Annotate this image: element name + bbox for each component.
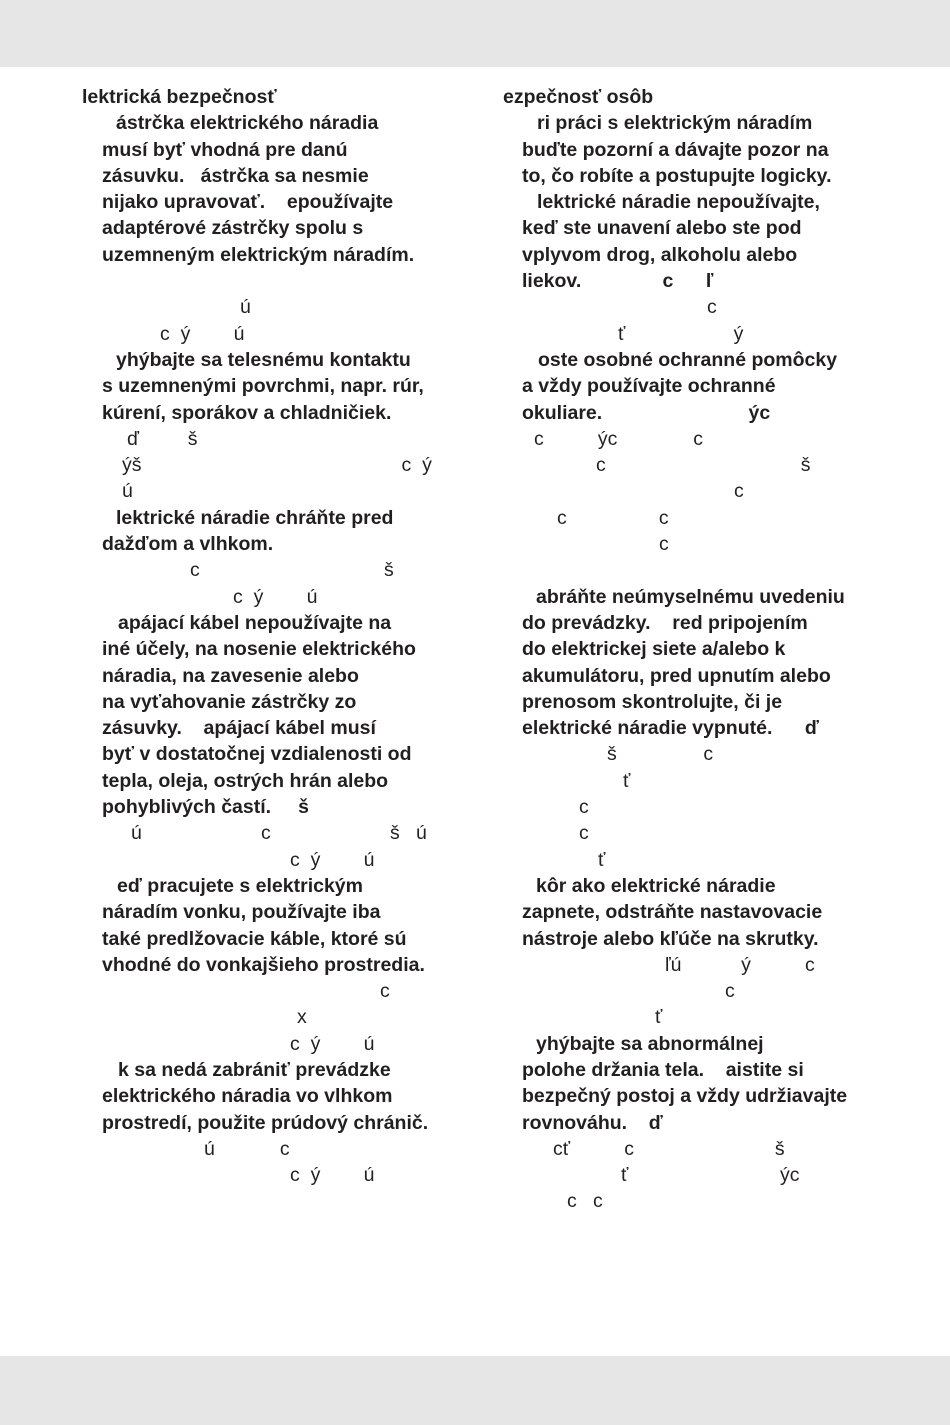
body-text-line: yhýbajte sa abnormálnej	[536, 1032, 764, 1055]
body-text-line: uzemneným elektrickým náradím.	[102, 243, 415, 266]
body-text-line: nástroje alebo kľúče na skrutky.	[522, 927, 819, 950]
symbol-fragment-line: x	[297, 1006, 307, 1029]
symbol-fragment-line: ť	[655, 1006, 663, 1029]
symbol-fragment-line: ú c	[204, 1137, 290, 1160]
body-text-line: také predlžovacie káble, ktoré sú	[102, 927, 407, 950]
symbol-fragment-line: ú	[240, 296, 251, 319]
symbol-fragment-line: ú	[122, 480, 133, 503]
body-text-line: eď pracujete s elektrickým	[117, 874, 363, 897]
body-text-line: to, čo robíte a postupujte logicky.	[522, 164, 832, 187]
body-text-line: lektrická bezpečnosť	[82, 86, 277, 108]
symbol-fragment-line: c ý ú	[160, 322, 245, 345]
body-text-line: lektrické náradie chráňte pred	[116, 506, 394, 529]
symbol-fragment-line: c c	[557, 506, 669, 529]
body-text-line: byť v dostatočnej vzdialenosti od	[102, 743, 412, 766]
body-text-line: iné účely, na nosenie elektrického	[102, 638, 416, 661]
symbol-fragment-line: c	[734, 480, 744, 503]
symbol-fragment-line: ť ý	[618, 322, 744, 345]
body-text-line: elektrické náradie vypnuté. ď	[522, 717, 819, 740]
body-text-line: adaptérové zástrčky spolu s	[102, 217, 364, 240]
body-text-line: zásuvku. ástrčka sa nesmie	[102, 164, 369, 187]
body-text-line: dažďom a vlhkom.	[102, 533, 274, 556]
body-text-line: prenosom skontrolujte, či je	[522, 690, 783, 713]
symbol-fragment-line: c	[725, 980, 735, 1003]
symbol-fragment-line: ľú ý c	[665, 953, 815, 976]
symbol-fragment-line: c š	[596, 454, 811, 477]
symbol-fragment-line	[503, 557, 903, 583]
body-text-line: zapnete, odstráňte nastavovacie	[522, 901, 823, 924]
symbol-fragment-line: c	[707, 296, 717, 319]
body-text-line: nijako upravovať. epoužívajte	[102, 191, 394, 214]
symbol-fragment-line: š c	[607, 743, 714, 766]
body-text-line: tepla, oleja, ostrých hrán alebo	[102, 769, 389, 792]
symbol-fragment-line: c š	[190, 559, 394, 582]
symbol-fragment-line: c ý ú	[233, 585, 318, 608]
body-text-line: apájací kábel nepoužívajte na	[118, 611, 392, 634]
body-text-line: oste osobné ochranné pomôcky	[538, 348, 838, 371]
body-text-line: ástrčka elektrického náradia	[116, 112, 379, 135]
symbol-fragment-line: c ýc c	[534, 427, 704, 450]
body-text-line: buďte pozorní a dávajte pozor na	[522, 138, 829, 161]
body-text-line: prostredí, použite prúdový chránič.	[102, 1111, 429, 1134]
body-text-line: yhýbajte sa telesnému kontaktu	[116, 348, 411, 371]
symbol-fragment-line: ú c š ú	[131, 822, 427, 845]
body-text-line: ri práci s elektrickým náradím	[537, 112, 813, 135]
body-text-line: zásuvky. apájací kábel musí	[102, 717, 376, 740]
symbol-fragment-line: c	[380, 980, 390, 1003]
body-text-line: náradia, na zavesenie alebo	[102, 664, 359, 687]
body-text-line: abráňte neúmyselnému uvedeniu	[536, 585, 845, 608]
body-text-line: pohyblivých častí. š	[102, 796, 309, 819]
symbol-fragment-line: ď š	[127, 427, 198, 450]
body-text-line: lektrické náradie nepoužívajte,	[537, 191, 820, 214]
body-text-line: bezpečný postoj a vždy udržiavajte	[522, 1085, 848, 1108]
symbol-fragment-line: c ý ú	[290, 1032, 375, 1055]
bottom-margin-band	[0, 1356, 950, 1425]
symbol-fragment-line: c	[579, 796, 589, 819]
body-text-line: náradím vonku, používajte iba	[102, 901, 381, 924]
left-column	[82, 84, 482, 1188]
body-text-line: rovnováhu. ď	[522, 1111, 663, 1134]
body-text-line: polohe držania tela. aistite si	[522, 1058, 804, 1081]
symbol-fragment-line: ť	[598, 848, 606, 871]
body-text-line: akumulátoru, pred upnutím alebo	[522, 664, 831, 687]
symbol-fragment-line: cť c š	[553, 1137, 785, 1160]
body-text-line: vplyvom drog, alkoholu alebo	[522, 243, 798, 266]
symbol-fragment-line: c	[579, 822, 589, 845]
symbol-fragment-line: c ý ú	[290, 1164, 375, 1187]
symbol-fragment-line: ť ýc	[621, 1164, 800, 1187]
body-text-line: kúrení, sporákov a chladničiek.	[102, 401, 392, 424]
symbol-fragment-line: c c	[567, 1190, 603, 1213]
body-text-line: do elektrickej siete a/alebo k	[522, 638, 786, 661]
body-text-line: liekov. c ľ	[522, 270, 714, 293]
body-text-line: okuliare. ýc	[522, 401, 771, 424]
body-text-line: kôr ako elektrické náradie	[536, 874, 776, 897]
symbol-fragment-line	[82, 268, 482, 294]
body-text-line: k sa nedá zabrániť prevádzke	[118, 1058, 391, 1081]
body-text-line: elektrického náradia vo vlhkom	[102, 1085, 393, 1108]
body-text-line: ezpečnosť osôb	[503, 86, 654, 108]
symbol-fragment-line: ýš c ý	[122, 454, 432, 477]
body-text-line: na vyťahovanie zástrčky zo	[102, 690, 357, 713]
body-text-line: do prevádzky. red pripojením	[522, 611, 808, 634]
right-column	[503, 84, 903, 1215]
top-margin-band	[0, 0, 950, 67]
body-text-line: musí byť vhodná pre danú	[102, 138, 348, 161]
body-text-line: s uzemnenými povrchmi, napr. rúr,	[102, 375, 424, 398]
symbol-fragment-line: c ý ú	[290, 848, 375, 871]
symbol-fragment-line: c	[659, 533, 669, 556]
symbol-fragment-line: ť	[623, 769, 631, 792]
body-text-line: vhodné do vonkajšieho prostredia.	[102, 953, 425, 976]
body-text-line: a vždy používajte ochranné	[522, 375, 776, 398]
body-text-line: keď ste unavení alebo ste pod	[522, 217, 802, 240]
